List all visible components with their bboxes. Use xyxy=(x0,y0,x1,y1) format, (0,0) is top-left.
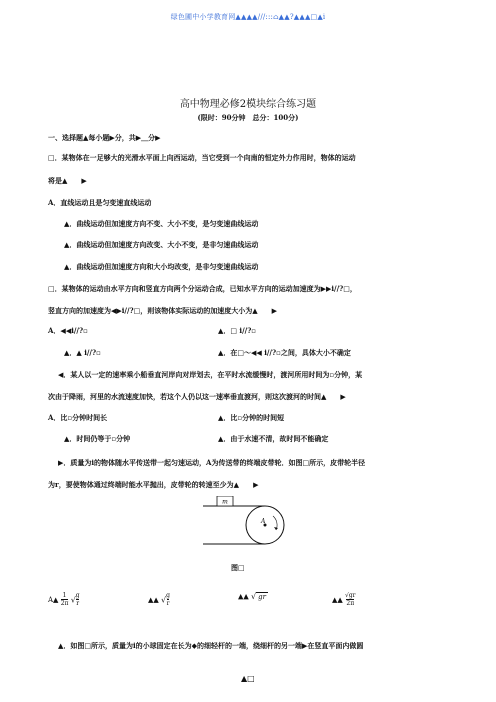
figure-label: 图□ xyxy=(231,563,245,572)
q2-option-c: ▲．▲ i//?▫ xyxy=(64,348,101,357)
q1-option-d: ▲．曲线运动但加速度方向和大小均改变，是非匀变速曲线运动 xyxy=(64,262,259,271)
section-heading: 一、选择题▲每小题▶分，共▶＿分▶ xyxy=(48,133,161,142)
q3-option-d: ▲．由于水速不清，故时间不能确定 xyxy=(218,434,329,443)
q4-option-c: ▲▲ √ gr xyxy=(238,592,266,601)
question-3-cont: 次由于降雨，河里的水流速度加快，若这个人仍以这一速率垂直渡河，则这次渡河的时间▲ ▶ xyxy=(48,392,346,401)
option-d-label: ▲▲ xyxy=(332,596,343,604)
q4-option-b: ▲▲ $√\frac{g}{r}$ xyxy=(148,592,170,607)
option-b-label: ▲▲ xyxy=(148,596,159,604)
q2-option-a: A．◀◀i//?▫ xyxy=(48,326,88,335)
block-label: m xyxy=(222,498,228,506)
q2-option-b: ▲．□ i//?▫ xyxy=(218,326,257,335)
q4-option-a: A▲ $\frac{1}{2\pi} √\frac{g}{r}$ xyxy=(48,592,80,607)
q1-option-b: ▲．曲线运动但加速度方向不变、大小不变，是匀变速曲线运动 xyxy=(64,219,259,228)
question-3: ◀．某人以一定的速率乘小船垂直河岸向对岸划去，在平时水流缓慢时，渡河所用时间为▫分钟，某 xyxy=(58,370,363,379)
q2-option-d: ▲．在□～◀◀ i//?▫之间，具体大小不确定 xyxy=(218,348,351,357)
rotation-arrowhead xyxy=(274,527,278,530)
question-4-cont: 为r，要使物体通过终端时能水平抛出，皮带轮的转速至少为▲ ▶ xyxy=(48,480,259,489)
q3-option-b: ▲．比▫分钟的时间短 xyxy=(218,413,285,422)
q4-option-d: ▲▲ $\frac{√gr}{2\pi}$ xyxy=(332,592,356,607)
q3-option-c: ▲．时间仍等于▫分钟 xyxy=(64,434,131,443)
q1-option-c: ▲．曲线运动但加速度方向改变、大小不变，是非匀速曲线运动 xyxy=(64,240,259,249)
question-1: □．某物体在一足够大的光滑水平面上向西运动，当它受到一个向南的恒定外力作用时，物体的运动 xyxy=(48,153,356,162)
conveyor-diagram xyxy=(203,496,293,554)
question-5: ▲．如图□所示，质量为i的小球固定在长为◆的细轻杆的一端，绕细杆的另一端▶在竖直平面内做圆 xyxy=(58,641,364,650)
page-title: 高中物理必修2模块综合练习题 xyxy=(179,99,317,110)
question-1-cont: 将是▲ ▶ xyxy=(48,176,87,185)
option-a-label: A▲ xyxy=(48,596,59,604)
page-marker: ▲□ xyxy=(241,673,255,683)
question-4: ▶．质量为i的物体随水平传送带一起匀速运动，A为传送带的终端皮带轮．如图□所示，皮带轮半径 xyxy=(58,458,366,467)
watermark: 绿色圃中小学教育网▲▲▲▲///:::⌂▲▲?▲▲▲□▲i xyxy=(170,13,326,21)
point-a-label: A xyxy=(261,518,266,525)
q3-option-a: A．比▫分钟时间长 xyxy=(48,413,108,422)
page-subtitle: (限时：90分钟 总分：100分) xyxy=(197,113,299,122)
question-2: □．某物体的运动由水平方向和竖直方向两个分运动合成，已知水平方向的运动加速度为▶▶i//?□， xyxy=(48,284,357,293)
q1-option-a: A．直线运动且是匀变速直线运动 xyxy=(48,198,152,207)
option-c-label: ▲▲ xyxy=(238,592,249,601)
question-2-cont: 竖直方向的加速度为◀▶i//?□，则该物体实际运动的加速度大小为▲ ▶ xyxy=(48,306,278,315)
